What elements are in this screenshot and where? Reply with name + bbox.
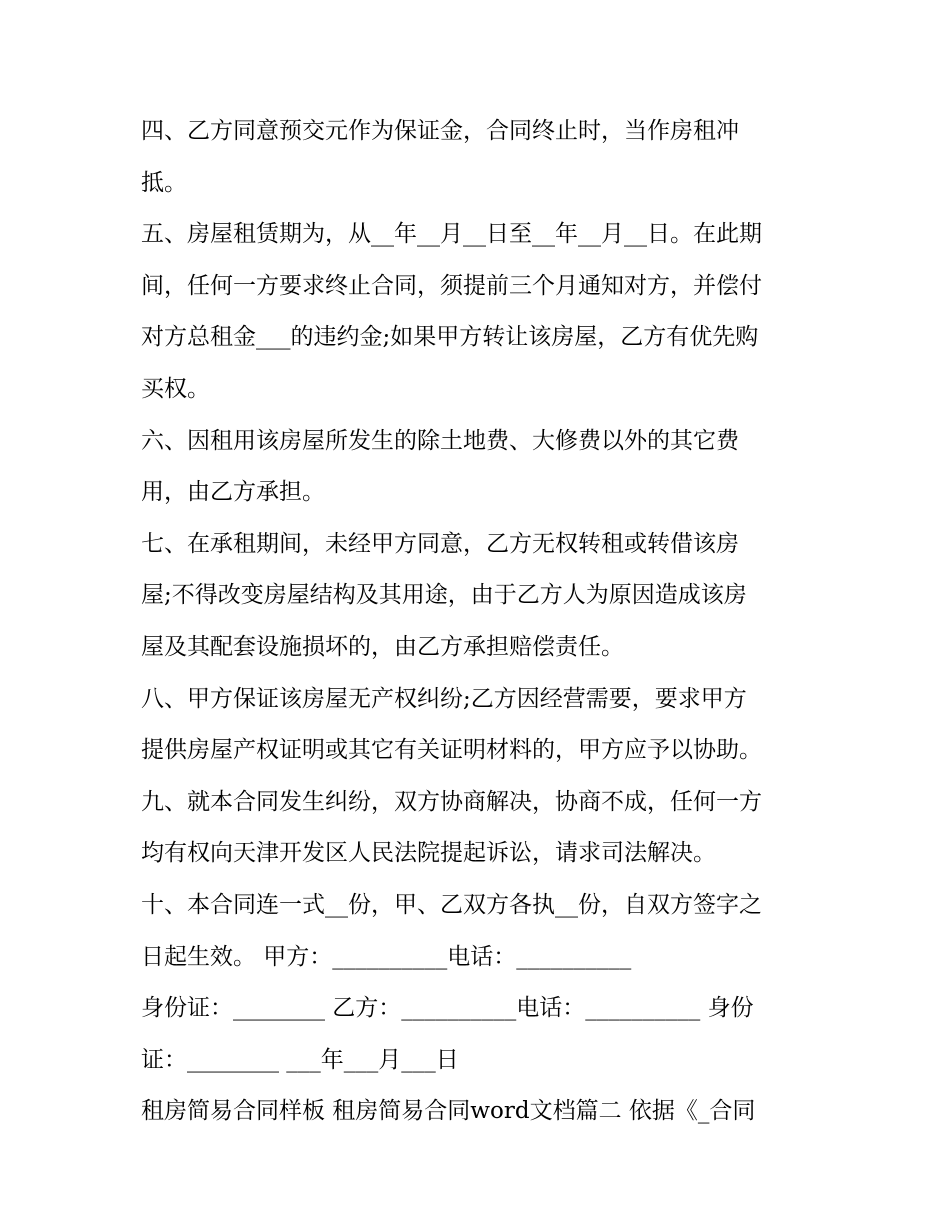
text-line: 均有权向天津开发区人民法院提起诉讼，请求司法解决。: [141, 840, 716, 867]
text-line: 对方总租金___的违约金;如果甲方转让该房屋，乙方有优先购: [141, 324, 759, 351]
text-line: 四、乙方同意预交元作为保证金，合同终止时，当作房租冲: [141, 118, 739, 144]
text-line: 间，任何一方要求终止合同，须提前三个月通知对方，并偿付: [141, 272, 762, 299]
text-line: 提供房屋产权证明或其它有关证明材料的，甲方应予以协助。: [141, 737, 762, 764]
text-line: 证：________ ___年___月___日: [141, 1046, 459, 1073]
contract-text: [141, 106, 831, 1138]
text-line: 七、在承租期间，未经甲方同意，乙方无权转租或转借该房: [141, 530, 739, 557]
text-line: 十、本合同连一式__份，甲、乙双方各执__份，自双方签字之: [141, 891, 762, 918]
text-line: 八、甲方保证该房屋无产权纠纷;乙方因经营需要，要求甲方: [141, 685, 747, 712]
text-line: 身份证：________ 乙方：__________电话：__________ 身份: [141, 995, 754, 1022]
text-line: 用，由乙方承担。: [141, 479, 325, 506]
text-line: 九、就本合同发生纠纷，双方协商解决，协商不成，任何一方: [141, 788, 762, 815]
text-line: 抵。: [141, 169, 187, 196]
text-line: 五、房屋租赁期为，从__年__月__日至__年__月__日。在此期: [141, 221, 762, 248]
text-line: 买权。: [141, 375, 210, 402]
text-line: 日起生效。 甲方：__________电话：__________: [141, 943, 632, 970]
text-line: 屋及其配套设施损坏的，由乙方承担赔偿责任。: [141, 633, 624, 660]
text-line: 租房简易合同样板 租房简易合同word文档篇二 依据《_合同: [141, 1098, 756, 1125]
text-line: 六、因租用该房屋所发生的除土地费、大修费以外的其它费: [141, 427, 739, 454]
text-line: 屋;不得改变房屋结构及其用途，由于乙方人为原因造成该房: [141, 582, 747, 609]
